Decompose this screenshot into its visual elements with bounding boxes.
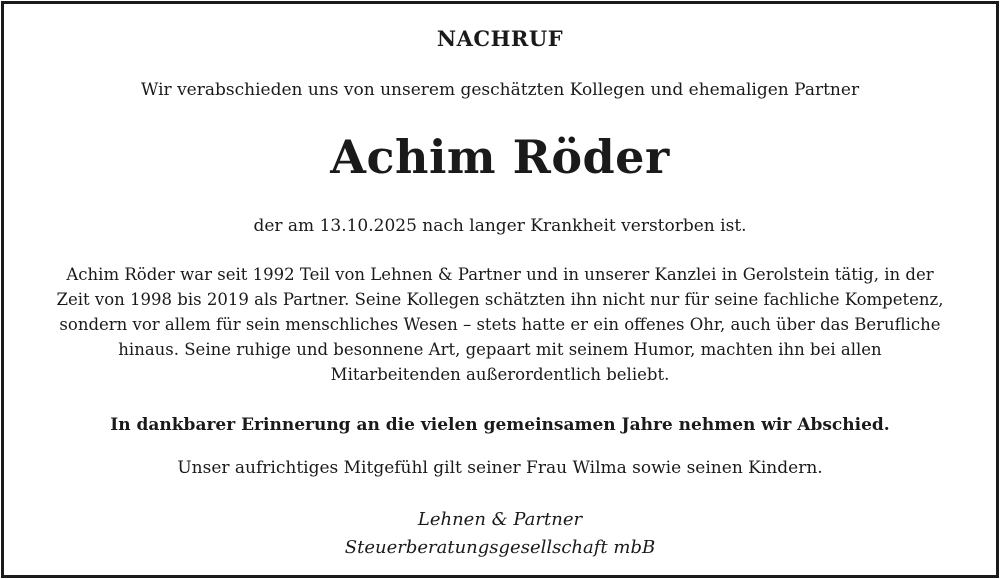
farewell-text: In dankbarer Erinnerung an die vielen gemeinsamen Jahre nehmen wir Abschied. <box>110 415 890 435</box>
heading: NACHRUF <box>436 26 564 51</box>
body-line: hinaus. Seine ruhige und besonnene Art, gepaart mit seinem Humor, machten ihn bei allen <box>118 340 882 359</box>
body-paragraph <box>28 262 972 387</box>
death-line: der am 13.10.2025 nach langer Krankheit verstorben ist. <box>253 216 747 236</box>
body-line: Achim Röder war seit 1992 Teil von Lehnen & Partner und in unserer Kanzlei in Gerolstein tätig, in der <box>66 265 934 284</box>
obituary-frame <box>1 1 999 578</box>
body-line: Zeit von 1998 bis 2019 als Partner. Seine Kollegen schätzten ihn nicht nur für seine fachliche Kompetenz, <box>56 290 944 309</box>
signature-company-type: Steuerberatungsgesellschaft mbB <box>344 537 656 558</box>
signature-company: Lehnen & Partner <box>417 509 583 530</box>
deceased-name: Achim Röder <box>330 130 670 184</box>
body-line: sondern vor allem für sein menschliches Wesen – stets hatte er ein offenes Ohr, auch über das Berufliche <box>59 315 941 334</box>
condolence-text: Unser aufrichtiges Mitgefühl gilt seiner Frau Wilma sowie seinen Kindern. <box>177 458 823 478</box>
body-line: Mitarbeitenden außerordentlich beliebt. <box>330 365 670 384</box>
intro-text: Wir verabschieden uns von unserem geschätzten Kollegen und ehemaligen Partner <box>140 80 860 100</box>
